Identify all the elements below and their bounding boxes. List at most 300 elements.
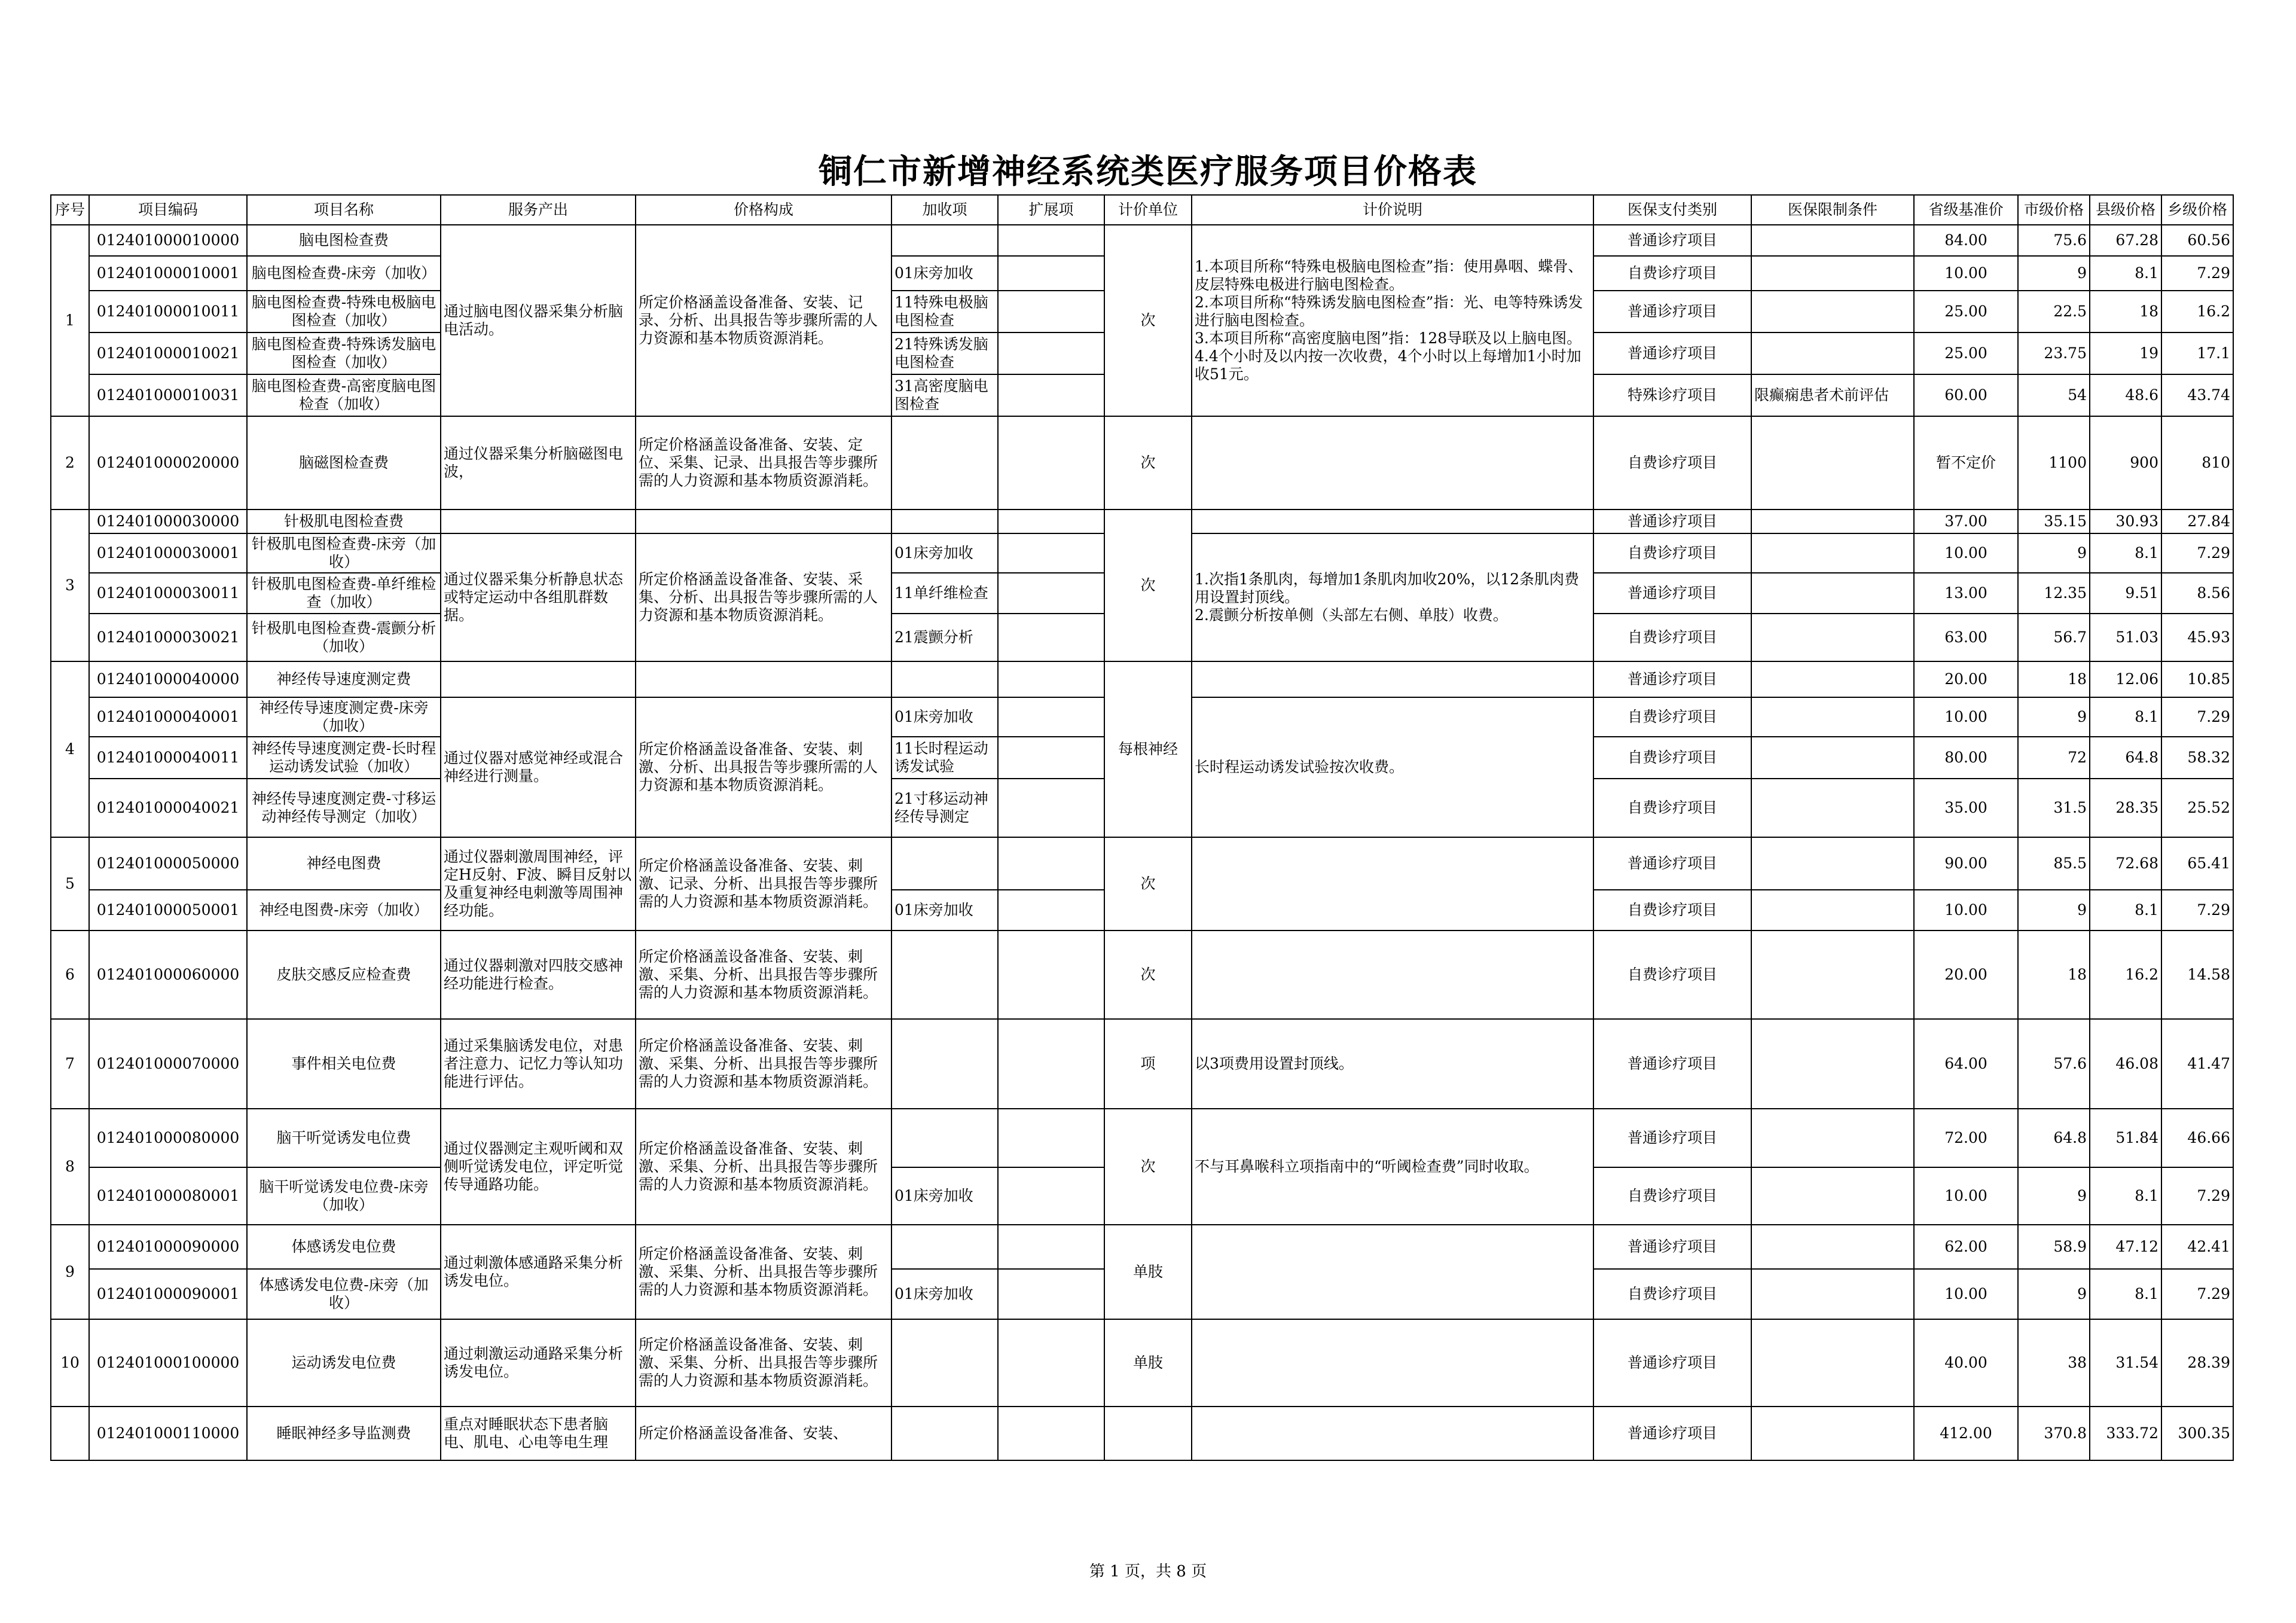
- item-code-cell: 012401000010001: [89, 256, 247, 291]
- extension-cell: [998, 737, 1104, 779]
- extension-cell: [998, 533, 1104, 573]
- extension-cell: [998, 697, 1104, 737]
- item-code-cell: 012401000070000: [89, 1019, 247, 1109]
- county-price-cell: 67.28: [2090, 225, 2161, 256]
- table-row: [51, 510, 2233, 533]
- insurance-limit-cell: [1751, 1167, 1914, 1225]
- city-price-cell: 18: [2018, 661, 2090, 697]
- city-price-cell: 56.7: [2018, 614, 2090, 661]
- extension-cell: [998, 931, 1104, 1019]
- extension-cell: [998, 256, 1104, 291]
- provincial-price-cell: 84.00: [1914, 225, 2018, 256]
- column-header: 项目编码: [89, 195, 247, 225]
- item-name-cell: 脑电图检查费-特殊电极脑电图检查（加收）: [247, 291, 441, 332]
- township-price-cell: 7.29: [2161, 533, 2233, 573]
- price-composition-cell: 所定价格涵盖设备准备、安装、采集、分析、出具报告等步骤所需的人力资源和基本物质资源消耗。: [636, 533, 891, 661]
- extension-cell: [998, 890, 1104, 931]
- unit-cell: 项: [1104, 1019, 1192, 1109]
- table-row: [51, 661, 2233, 697]
- county-price-cell: 8.1: [2090, 256, 2161, 291]
- table-row: [51, 1109, 2233, 1167]
- unit-cell: 次: [1104, 837, 1192, 931]
- city-price-cell: 57.6: [2018, 1019, 2090, 1109]
- extension-cell: [998, 291, 1104, 332]
- price-table: [50, 194, 2234, 1461]
- column-header: 乡级价格: [2161, 195, 2233, 225]
- township-price-cell: 300.35: [2161, 1407, 2233, 1460]
- county-price-cell: 47.12: [2090, 1225, 2161, 1269]
- township-price-cell: 42.41: [2161, 1225, 2233, 1269]
- township-price-cell: 7.29: [2161, 890, 2233, 931]
- extension-cell: [998, 416, 1104, 510]
- column-header: 项目名称: [247, 195, 441, 225]
- addon-cell: [891, 1319, 998, 1407]
- unit-cell: 次: [1104, 931, 1192, 1019]
- price-composition-cell: 所定价格涵盖设备准备、安装、刺激、采集、分析、出具报告等步骤所需的人力资源和基本物质资源消耗。: [636, 1019, 891, 1109]
- addon-cell: [891, 661, 998, 697]
- township-price-cell: 58.32: [2161, 737, 2233, 779]
- city-price-cell: 9: [2018, 1269, 2090, 1319]
- provincial-price-cell: 10.00: [1914, 533, 2018, 573]
- county-price-cell: 46.08: [2090, 1019, 2161, 1109]
- payment-category-cell: 普通诊疗项目: [1593, 837, 1751, 890]
- county-price-cell: 8.1: [2090, 1269, 2161, 1319]
- township-price-cell: 43.74: [2161, 374, 2233, 416]
- item-code-cell: 012401000040001: [89, 697, 247, 737]
- provincial-price-cell: 25.00: [1914, 332, 2018, 374]
- pricing-note-cell: [1192, 416, 1593, 510]
- column-header: 加收项: [891, 195, 998, 225]
- insurance-limit-cell: [1751, 737, 1914, 779]
- seq-cell: 4: [51, 661, 89, 837]
- city-price-cell: 370.8: [2018, 1407, 2090, 1460]
- item-name-cell: 神经传导速度测定费-寸移运动神经传导测定（加收）: [247, 779, 441, 837]
- payment-category-cell: 自费诊疗项目: [1593, 614, 1751, 661]
- item-name-cell: 体感诱发电位费: [247, 1225, 441, 1269]
- price-composition-cell: 所定价格涵盖设备准备、安装、刺激、采集、分析、出具报告等步骤所需的人力资源和基本物质资源消耗。: [636, 1109, 891, 1225]
- payment-category-cell: 普通诊疗项目: [1593, 1019, 1751, 1109]
- seq-cell: 10: [51, 1319, 89, 1407]
- insurance-limit-cell: [1751, 614, 1914, 661]
- payment-category-cell: 普通诊疗项目: [1593, 332, 1751, 374]
- county-price-cell: 8.1: [2090, 890, 2161, 931]
- addon-cell: 31高密度脑电图检查: [891, 374, 998, 416]
- item-code-cell: 012401000110000: [89, 1407, 247, 1460]
- item-code-cell: 012401000080000: [89, 1109, 247, 1167]
- extension-cell: [998, 225, 1104, 256]
- county-price-cell: 9.51: [2090, 573, 2161, 614]
- table-row: [51, 837, 2233, 890]
- extension-cell: [998, 573, 1104, 614]
- county-price-cell: 31.54: [2090, 1319, 2161, 1407]
- price-composition-cell: 所定价格涵盖设备准备、安装、记录、分析、出具报告等步骤所需的人力资源和基本物质资源消耗。: [636, 225, 891, 416]
- item-code-cell: 012401000030011: [89, 573, 247, 614]
- item-code-cell: 012401000030000: [89, 510, 247, 533]
- service-output-cell: 重点对睡眠状态下患者脑电、肌电、心电等电生理: [441, 1407, 636, 1460]
- extension-cell: [998, 779, 1104, 837]
- county-price-cell: 19: [2090, 332, 2161, 374]
- addon-cell: 21震颤分析: [891, 614, 998, 661]
- table-row: [51, 1225, 2233, 1269]
- addon-cell: [891, 510, 998, 533]
- payment-category-cell: 自费诊疗项目: [1593, 779, 1751, 837]
- service-output-cell: 通过仪器刺激周围神经，评定H反射、F波、瞬目反射以及重复神经电刺激等周围神经功能。: [441, 837, 636, 931]
- seq-cell: 2: [51, 416, 89, 510]
- payment-category-cell: 自费诊疗项目: [1593, 890, 1751, 931]
- item-code-cell: 012401000040021: [89, 779, 247, 837]
- township-price-cell: 7.29: [2161, 697, 2233, 737]
- item-code-cell: 012401000080001: [89, 1167, 247, 1225]
- service-output-cell: 通过仪器刺激对四肢交感神经功能进行检查。: [441, 931, 636, 1019]
- insurance-limit-cell: [1751, 225, 1914, 256]
- extension-cell: [998, 510, 1104, 533]
- addon-cell: 21特殊诱发脑电图检查: [891, 332, 998, 374]
- item-name-cell: 针极肌电图检查费-震颤分析（加收）: [247, 614, 441, 661]
- service-output-cell: 通过仪器采集分析静息状态或特定运动中各组肌群数据。: [441, 533, 636, 661]
- provincial-price-cell: 20.00: [1914, 931, 2018, 1019]
- township-price-cell: 28.39: [2161, 1319, 2233, 1407]
- price-composition-cell: [636, 661, 891, 697]
- township-price-cell: 14.58: [2161, 931, 2233, 1019]
- township-price-cell: 17.1: [2161, 332, 2233, 374]
- insurance-limit-cell: [1751, 1407, 1914, 1460]
- provincial-price-cell: 13.00: [1914, 573, 2018, 614]
- item-name-cell: 脑电图检查费-特殊诱发脑电图检查（加收）: [247, 332, 441, 374]
- addon-cell: 01床旁加收: [891, 1167, 998, 1225]
- addon-cell: [891, 1019, 998, 1109]
- item-name-cell: 神经电图费: [247, 837, 441, 890]
- city-price-cell: 58.9: [2018, 1225, 2090, 1269]
- city-price-cell: 85.5: [2018, 837, 2090, 890]
- provincial-price-cell: 10.00: [1914, 890, 2018, 931]
- item-name-cell: 事件相关电位费: [247, 1019, 441, 1109]
- service-output-cell: 通过仪器测定主观听阈和双侧听觉诱发电位，评定听觉传导通路功能。: [441, 1109, 636, 1225]
- table-row: [51, 1319, 2233, 1407]
- column-header: 医保限制条件: [1751, 195, 1914, 225]
- township-price-cell: 41.47: [2161, 1019, 2233, 1109]
- county-price-cell: 64.8: [2090, 737, 2161, 779]
- extension-cell: [998, 1019, 1104, 1109]
- column-header: 省级基准价: [1914, 195, 2018, 225]
- provincial-price-cell: 25.00: [1914, 291, 2018, 332]
- county-price-cell: 8.1: [2090, 533, 2161, 573]
- extension-cell: [998, 374, 1104, 416]
- township-price-cell: 16.2: [2161, 291, 2233, 332]
- column-header: 计价说明: [1192, 195, 1593, 225]
- addon-cell: 01床旁加收: [891, 697, 998, 737]
- item-code-cell: 012401000030001: [89, 533, 247, 573]
- table-row: [51, 225, 2233, 256]
- item-code-cell: 012401000100000: [89, 1319, 247, 1407]
- header-row: [51, 195, 2233, 225]
- column-header: 价格构成: [636, 195, 891, 225]
- provincial-price-cell: 10.00: [1914, 256, 2018, 291]
- township-price-cell: 60.56: [2161, 225, 2233, 256]
- seq-cell: 6: [51, 931, 89, 1019]
- table-row: [51, 416, 2233, 510]
- extension-cell: [998, 1269, 1104, 1319]
- insurance-limit-cell: [1751, 573, 1914, 614]
- seq-cell: 7: [51, 1019, 89, 1109]
- service-output-cell: 通过刺激体感通路采集分析诱发电位。: [441, 1225, 636, 1319]
- payment-category-cell: 普通诊疗项目: [1593, 225, 1751, 256]
- city-price-cell: 54: [2018, 374, 2090, 416]
- item-name-cell: 针极肌电图检查费-单纤维检查（加收）: [247, 573, 441, 614]
- column-header: 市级价格: [2018, 195, 2090, 225]
- pricing-note-cell: [1192, 931, 1593, 1019]
- township-price-cell: 7.29: [2161, 256, 2233, 291]
- payment-category-cell: 普通诊疗项目: [1593, 1407, 1751, 1460]
- city-price-cell: 22.5: [2018, 291, 2090, 332]
- insurance-limit-cell: [1751, 1019, 1914, 1109]
- pricing-note-cell: [1192, 1225, 1593, 1319]
- extension-cell: [998, 1109, 1104, 1167]
- provincial-price-cell: 72.00: [1914, 1109, 2018, 1167]
- township-price-cell: 46.66: [2161, 1109, 2233, 1167]
- insurance-limit-cell: [1751, 291, 1914, 332]
- addon-cell: [891, 931, 998, 1019]
- service-output-cell: 通过仪器对感觉神经或混合神经进行测量。: [441, 697, 636, 837]
- provincial-price-cell: 64.00: [1914, 1019, 2018, 1109]
- payment-category-cell: 普通诊疗项目: [1593, 291, 1751, 332]
- service-output-cell: 通过采集脑诱发电位，对患者注意力、记忆力等认知功能进行评估。: [441, 1019, 636, 1109]
- county-price-cell: 8.1: [2090, 697, 2161, 737]
- table-row: [51, 931, 2233, 1019]
- provincial-price-cell: 62.00: [1914, 1225, 2018, 1269]
- unit-cell: 单肢: [1104, 1319, 1192, 1407]
- item-name-cell: 脑干听觉诱发电位费-床旁（加收）: [247, 1167, 441, 1225]
- unit-cell: 单肢: [1104, 1225, 1192, 1319]
- insurance-limit-cell: [1751, 1109, 1914, 1167]
- county-price-cell: 16.2: [2090, 931, 2161, 1019]
- pricing-note-cell: 长时程运动诱发试验按次收费。: [1192, 697, 1593, 837]
- item-name-cell: 神经传导速度测定费: [247, 661, 441, 697]
- addon-cell: 11特殊电极脑电图检查: [891, 291, 998, 332]
- item-code-cell: 012401000010000: [89, 225, 247, 256]
- item-name-cell: 运动诱发电位费: [247, 1319, 441, 1407]
- insurance-limit-cell: [1751, 661, 1914, 697]
- item-name-cell: 针极肌电图检查费-床旁（加收）: [247, 533, 441, 573]
- payment-category-cell: 特殊诊疗项目: [1593, 374, 1751, 416]
- pricing-note-cell: [1192, 1319, 1593, 1407]
- addon-cell: 01床旁加收: [891, 1269, 998, 1319]
- payment-category-cell: 普通诊疗项目: [1593, 1225, 1751, 1269]
- addon-cell: [891, 1109, 998, 1167]
- city-price-cell: 12.35: [2018, 573, 2090, 614]
- column-header: 医保支付类别: [1593, 195, 1751, 225]
- item-code-cell: 012401000090001: [89, 1269, 247, 1319]
- insurance-limit-cell: [1751, 890, 1914, 931]
- city-price-cell: 38: [2018, 1319, 2090, 1407]
- seq-cell: 9: [51, 1225, 89, 1319]
- table-row: [51, 1407, 2233, 1460]
- city-price-cell: 75.6: [2018, 225, 2090, 256]
- pricing-note-cell: [1192, 837, 1593, 931]
- county-price-cell: 48.6: [2090, 374, 2161, 416]
- payment-category-cell: 自费诊疗项目: [1593, 697, 1751, 737]
- pricing-note-cell: [1192, 510, 1593, 533]
- insurance-limit-cell: [1751, 533, 1914, 573]
- payment-category-cell: 普通诊疗项目: [1593, 1319, 1751, 1407]
- township-price-cell: 27.84: [2161, 510, 2233, 533]
- column-header: 计价单位: [1104, 195, 1192, 225]
- provincial-price-cell: 35.00: [1914, 779, 2018, 837]
- city-price-cell: 9: [2018, 533, 2090, 573]
- county-price-cell: 51.84: [2090, 1109, 2161, 1167]
- township-price-cell: 7.29: [2161, 1167, 2233, 1225]
- service-output-cell: 通过仪器采集分析脑磁图电波，: [441, 416, 636, 510]
- township-price-cell: 7.29: [2161, 1269, 2233, 1319]
- payment-category-cell: 普通诊疗项目: [1593, 510, 1751, 533]
- price-composition-cell: 所定价格涵盖设备准备、安装、刺激、采集、分析、出具报告等步骤所需的人力资源和基本物质资源消耗。: [636, 931, 891, 1019]
- county-price-cell: 12.06: [2090, 661, 2161, 697]
- insurance-limit-cell: [1751, 931, 1914, 1019]
- provincial-price-cell: 37.00: [1914, 510, 2018, 533]
- item-code-cell: 012401000040011: [89, 737, 247, 779]
- item-name-cell: 神经传导速度测定费-长时程运动诱发试验（加收）: [247, 737, 441, 779]
- addon-cell: [891, 837, 998, 890]
- price-composition-cell: 所定价格涵盖设备准备、安装、: [636, 1407, 891, 1460]
- extension-cell: [998, 1319, 1104, 1407]
- item-code-cell: 012401000010031: [89, 374, 247, 416]
- insurance-limit-cell: [1751, 779, 1914, 837]
- county-price-cell: 8.1: [2090, 1167, 2161, 1225]
- extension-cell: [998, 661, 1104, 697]
- county-price-cell: 72.68: [2090, 837, 2161, 890]
- item-code-cell: 012401000030021: [89, 614, 247, 661]
- payment-category-cell: 自费诊疗项目: [1593, 256, 1751, 291]
- payment-category-cell: 自费诊疗项目: [1593, 1167, 1751, 1225]
- addon-cell: 11单纤维检查: [891, 573, 998, 614]
- extension-cell: [998, 1225, 1104, 1269]
- column-header: 序号: [51, 195, 89, 225]
- city-price-cell: 1100: [2018, 416, 2090, 510]
- price-composition-cell: 所定价格涵盖设备准备、安装、刺激、记录、分析、出具报告等步骤所需的人力资源和基本物质资源消耗。: [636, 837, 891, 931]
- county-price-cell: 28.35: [2090, 779, 2161, 837]
- city-price-cell: 23.75: [2018, 332, 2090, 374]
- table-row: [51, 1019, 2233, 1109]
- pricing-note-cell: [1192, 1407, 1593, 1460]
- city-price-cell: 72: [2018, 737, 2090, 779]
- addon-cell: 11长时程运动诱发试验: [891, 737, 998, 779]
- item-code-cell: 012401000050001: [89, 890, 247, 931]
- item-code-cell: 012401000020000: [89, 416, 247, 510]
- county-price-cell: 900: [2090, 416, 2161, 510]
- provincial-price-cell: 80.00: [1914, 737, 2018, 779]
- provincial-price-cell: 90.00: [1914, 837, 2018, 890]
- insurance-limit-cell: [1751, 332, 1914, 374]
- payment-category-cell: 普通诊疗项目: [1593, 661, 1751, 697]
- extension-cell: [998, 837, 1104, 890]
- item-name-cell: 体感诱发电位费-床旁（加收）: [247, 1269, 441, 1319]
- page-footer: 第 1 页，共 8 页: [1089, 1563, 1207, 1581]
- provincial-price-cell: 60.00: [1914, 374, 2018, 416]
- unit-cell: 次: [1104, 225, 1192, 416]
- township-price-cell: 810: [2161, 416, 2233, 510]
- item-name-cell: 神经传导速度测定费-床旁（加收）: [247, 697, 441, 737]
- payment-category-cell: 普通诊疗项目: [1593, 1109, 1751, 1167]
- insurance-limit-cell: [1751, 1225, 1914, 1269]
- township-price-cell: 65.41: [2161, 837, 2233, 890]
- pricing-note-cell: 1.本项目所称“特殊电极脑电图检查”指：使用鼻咽、蝶骨、皮层特殊电极进行脑电图检查。 2.本项目所称“特殊诱发脑电图检查”指：光、电等特殊诱发进行脑电图检查。 3.本项目所称“高密度脑电图”指：128导联及以上脑电图。 4.4个小时及以内按一次收费，4个小时以上每增加1小时加收51元。: [1192, 225, 1593, 416]
- provincial-price-cell: 412.00: [1914, 1407, 2018, 1460]
- item-name-cell: 皮肤交感反应检查费: [247, 931, 441, 1019]
- insurance-limit-cell: [1751, 697, 1914, 737]
- city-price-cell: 9: [2018, 1167, 2090, 1225]
- city-price-cell: 9: [2018, 890, 2090, 931]
- price-composition-cell: 所定价格涵盖设备准备、安装、定位、采集、记录、出具报告等步骤所需的人力资源和基本物质资源消耗。: [636, 416, 891, 510]
- township-price-cell: 45.93: [2161, 614, 2233, 661]
- county-price-cell: 333.72: [2090, 1407, 2161, 1460]
- service-output-cell: [441, 510, 636, 533]
- item-code-cell: 012401000040000: [89, 661, 247, 697]
- addon-cell: [891, 1225, 998, 1269]
- unit-cell: 次: [1104, 1109, 1192, 1225]
- city-price-cell: 31.5: [2018, 779, 2090, 837]
- payment-category-cell: 自费诊疗项目: [1593, 737, 1751, 779]
- extension-cell: [998, 1167, 1104, 1225]
- extension-cell: [998, 614, 1104, 661]
- unit-cell: 次: [1104, 416, 1192, 510]
- city-price-cell: 18: [2018, 931, 2090, 1019]
- page-title: 铜仁市新增神经系统类医疗服务项目价格表: [819, 152, 1477, 191]
- addon-cell: 01床旁加收: [891, 256, 998, 291]
- pricing-note-cell: 不与耳鼻喉科立项指南中的“听阈检查费”同时收取。: [1192, 1109, 1593, 1225]
- addon-cell: 01床旁加收: [891, 533, 998, 573]
- seq-cell: 8: [51, 1109, 89, 1225]
- item-name-cell: 睡眠神经多导监测费: [247, 1407, 441, 1460]
- item-name-cell: 脑电图检查费-床旁（加收）: [247, 256, 441, 291]
- provincial-price-cell: 暂不定价: [1914, 416, 2018, 510]
- unit-cell: 每根神经: [1104, 661, 1192, 837]
- service-output-cell: 通过刺激运动通路采集分析诱发电位。: [441, 1319, 636, 1407]
- provincial-price-cell: 40.00: [1914, 1319, 2018, 1407]
- addon-cell: [891, 416, 998, 510]
- item-code-cell: 012401000090000: [89, 1225, 247, 1269]
- item-name-cell: 神经电图费-床旁（加收）: [247, 890, 441, 931]
- county-price-cell: 18: [2090, 291, 2161, 332]
- price-composition-cell: [636, 510, 891, 533]
- unit-cell: [1104, 1407, 1192, 1460]
- price-composition-cell: 所定价格涵盖设备准备、安装、刺激、采集、分析、出具报告等步骤所需的人力资源和基本物质资源消耗。: [636, 1319, 891, 1407]
- insurance-limit-cell: [1751, 1319, 1914, 1407]
- service-output-cell: 通过脑电图仪器采集分析脑电活动。: [441, 225, 636, 416]
- seq-cell: [51, 1407, 89, 1460]
- item-code-cell: 012401000010011: [89, 291, 247, 332]
- item-code-cell: 012401000010021: [89, 332, 247, 374]
- township-price-cell: 10.85: [2161, 661, 2233, 697]
- provincial-price-cell: 10.00: [1914, 1167, 2018, 1225]
- city-price-cell: 9: [2018, 697, 2090, 737]
- provincial-price-cell: 10.00: [1914, 1269, 2018, 1319]
- provincial-price-cell: 63.00: [1914, 614, 2018, 661]
- addon-cell: 01床旁加收: [891, 890, 998, 931]
- item-name-cell: 脑干听觉诱发电位费: [247, 1109, 441, 1167]
- payment-category-cell: 自费诊疗项目: [1593, 416, 1751, 510]
- payment-category-cell: 自费诊疗项目: [1593, 1269, 1751, 1319]
- insurance-limit-cell: [1751, 510, 1914, 533]
- extension-cell: [998, 332, 1104, 374]
- column-header: 县级价格: [2090, 195, 2161, 225]
- city-price-cell: 64.8: [2018, 1109, 2090, 1167]
- city-price-cell: 9: [2018, 256, 2090, 291]
- township-price-cell: 8.56: [2161, 573, 2233, 614]
- column-header: 扩展项: [998, 195, 1104, 225]
- item-name-cell: 针极肌电图检查费: [247, 510, 441, 533]
- insurance-limit-cell: 限癫痫患者术前评估: [1751, 374, 1914, 416]
- addon-cell: [891, 225, 998, 256]
- service-output-cell: [441, 661, 636, 697]
